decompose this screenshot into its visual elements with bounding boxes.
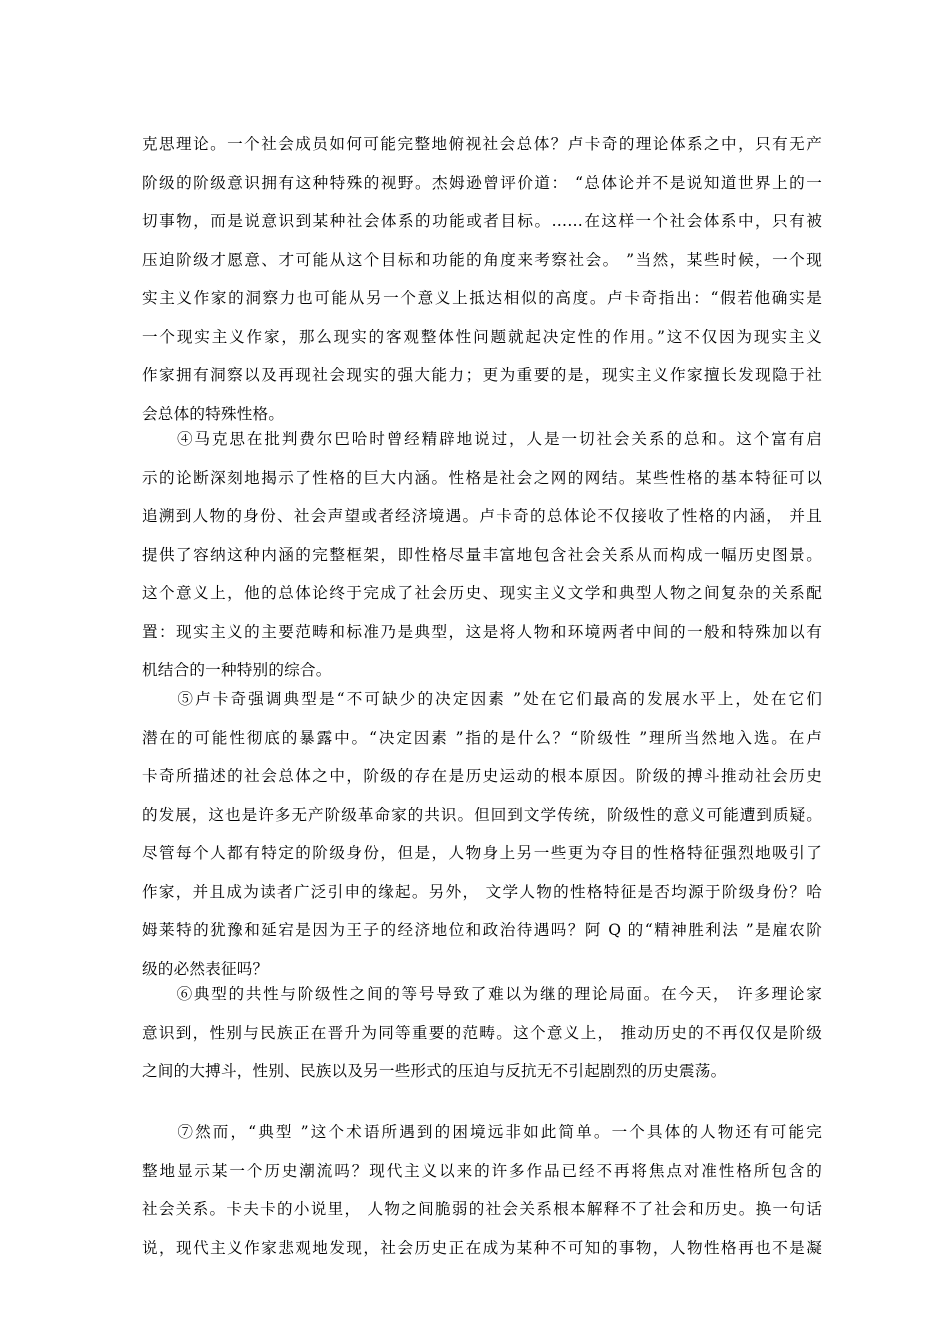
- text-line: 提供了容纳这种内涵的完整框架，即性格尽量丰富地包含社会关系从而构成一幅历史图景。: [142, 545, 822, 564]
- text-line: 社会关系。卡夫卡的小说里， 人物之间脆弱的社会关系根本解释不了社会和历史。换一句话: [142, 1200, 822, 1218]
- text-line: 置：现实主义的主要范畴和标准乃是典型，这是将人物和环境两者中间的一般和特殊加以有: [142, 622, 822, 641]
- paragraph-4: [142, 420, 822, 690]
- text-line: 示的论断深刻地揭示了性格的巨大内涵。性格是社会之网的网结。某些性格的基本特征可以: [142, 468, 822, 487]
- text-line: 克思理论。一个社会成员如何可能完整地俯视社会总体？卢卡奇的理论体系之中，只有无产: [142, 135, 822, 153]
- paragraph-6: [142, 975, 822, 1091]
- text-line: ④马克思在批判费尔巴哈时曾经精辟地说过，人是一切社会关系的总和。这个富有启: [142, 430, 822, 448]
- text-line: 级的必然表征吗？: [142, 959, 269, 978]
- text-line: 意识到，性别与民族正在晋升为同等重要的范畴。这个意义上， 推动历史的不再仅仅是阶级: [142, 1023, 822, 1042]
- text-line: 一个现实主义作家，那么现实的客观整体性问题就起决定性的作用。”这不仅因为现实主义: [142, 327, 822, 346]
- text-line: 会总体的特殊性格。: [142, 404, 285, 423]
- text-line: 阶级的阶级意识拥有这种特殊的视野。杰姆逊曾评价道： “总体论并不是说知道世界上的一: [142, 173, 822, 192]
- paragraph-3-continuation: [142, 125, 822, 433]
- text-line: 这个意义上，他的总体论终于完成了社会历史、现实主义文学和典型人物之间复杂的关系配: [142, 584, 822, 602]
- text-line: 潜在的可能性彻底的暴露中。“决定因素 ”指的是什么？“阶级性 ”理所当然地入选。在卢: [142, 728, 822, 747]
- text-line: 压迫阶级才愿意、才可能从这个目标和功能的角度来考察社会。 ”当然，某些时候，一个现: [142, 250, 822, 269]
- text-line: 之间的大搏斗，性别、民族以及另一些形式的压迫与反抗无不引起剧烈的历史震荡。: [142, 1062, 727, 1080]
- text-line: 实主义作家的洞察力也可能从另一个意义上抵达相似的高度。卢卡奇指出：“假若他确实是: [142, 289, 822, 307]
- text-line: 整地显示某一个历史潮流吗？现代主义以来的许多作品已经不再将焦点对准性格所包含的: [142, 1161, 822, 1180]
- paragraph-7: [142, 1113, 822, 1267]
- text-line: ⑦然而，“典型 ”这个术语所遇到的困境远非如此简单。一个具体的人物还有可能完: [142, 1123, 822, 1141]
- text-line: 切事物，而是说意识到某种社会体系的功能或者目标。……在这样一个社会体系中，只有被: [142, 212, 822, 230]
- text-line: 尽管每个人都有特定的阶级身份，但是，人物身上另一些更为夺目的性格特征强烈地吸引了: [142, 844, 822, 862]
- text-line: 卡奇所描述的社会总体之中，阶级的存在是历史运动的根本原因。阶级的搏斗推动社会历史: [142, 767, 822, 785]
- text-line: 说，现代主义作家悲观地发现，社会历史正在成为某种不可知的事物，人物性格再也不是凝: [142, 1238, 822, 1257]
- text-line: 姆莱特的犹豫和延宕是因为王子的经济地位和政治待遇吗？阿 Q 的“精神胜利法 ”是雇农阶: [142, 921, 822, 939]
- text-line: 作家，并且成为读者广泛引申的缘起。另外， 文学人物的性格特征是否均源于阶级身份？哈: [142, 882, 822, 901]
- text-line: 的发展，这也是许多无产阶级革命家的共识。但回到文学传统，阶级性的意义可能遭到质疑。: [142, 805, 822, 824]
- text-line: 机结合的一种特别的综合。: [142, 661, 332, 679]
- paragraph-5: [142, 680, 822, 988]
- text-line: ⑤卢卡奇强调典型是“不可缺少的决定因素 ”处在它们最高的发展水平上，处在它们: [142, 690, 822, 708]
- text-line: 作家拥有洞察以及再现社会现实的强大能力；更为重要的是，现实主义作家擅长发现隐于社: [142, 366, 822, 384]
- text-line: 追溯到人物的身份、社会声望或者经济境遇。卢卡奇的总体论不仅接收了性格的内涵， 并且: [142, 507, 822, 525]
- text-line: ⑥典型的共性与阶级性之间的等号导致了难以为继的理论局面。在今天， 许多理论家: [142, 985, 822, 1003]
